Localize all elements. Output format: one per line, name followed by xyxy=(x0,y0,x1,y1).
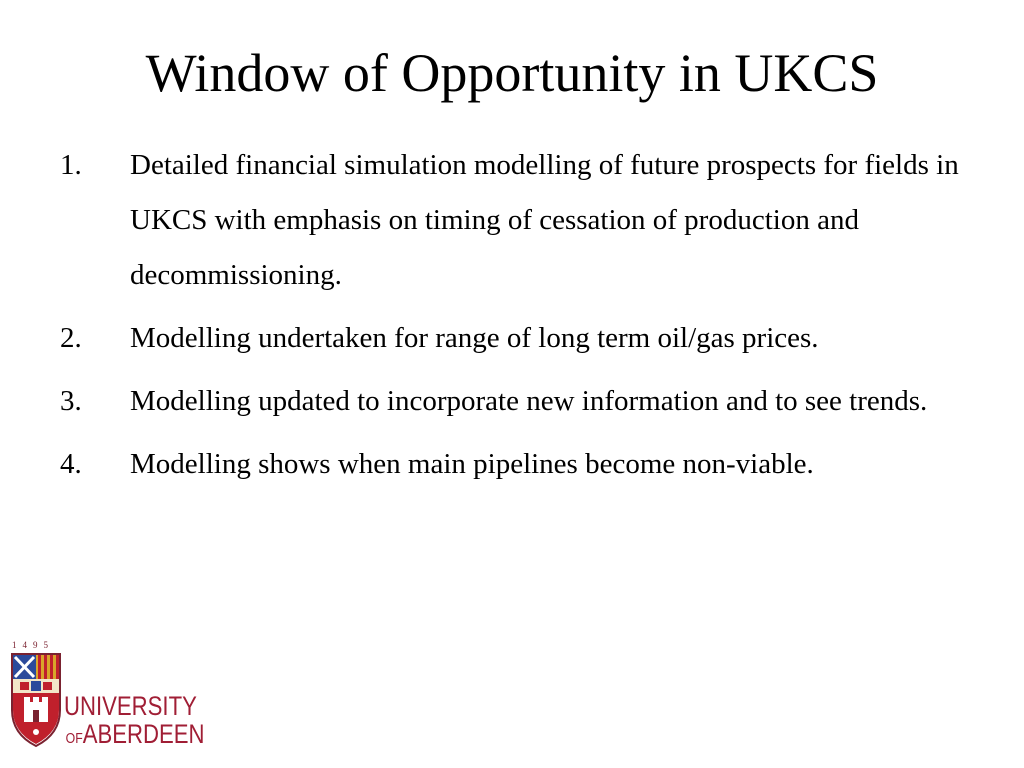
slide-title: Window of Opportunity in UKCS xyxy=(145,43,879,103)
list-item-text: Modelling undertaken for range of long term oil/gas prices. xyxy=(130,322,819,354)
university-logo xyxy=(8,640,208,758)
list-item-number: 4. xyxy=(60,448,82,480)
bullet-list xyxy=(60,138,960,500)
logo-line1: UNIVERSITY xyxy=(64,691,197,721)
list-item-text: Detailed financial simulation modelling of future prospects for fields in UKCS with emphasis on timing of cessation of production and decommissioning. xyxy=(130,149,959,291)
logo-year: 1495 xyxy=(12,640,54,650)
logo-line2 xyxy=(66,720,205,753)
logo-wordmark xyxy=(64,692,205,753)
list-item xyxy=(60,374,960,429)
list-item xyxy=(60,138,960,303)
list-item-text: Modelling updated to incorporate new information and to see trends. xyxy=(130,385,928,417)
list-item xyxy=(60,437,960,492)
list-item-number: 1. xyxy=(60,149,82,181)
logo-of: OF xyxy=(65,730,83,747)
crest-icon xyxy=(10,652,62,748)
list-item-text: Modelling shows when main pipelines become non-viable. xyxy=(130,448,814,480)
list-item xyxy=(60,311,960,366)
logo-aberdeen: ABERDEEN xyxy=(82,719,205,749)
list-item-number: 3. xyxy=(60,385,82,417)
list-item-number: 2. xyxy=(60,322,82,354)
